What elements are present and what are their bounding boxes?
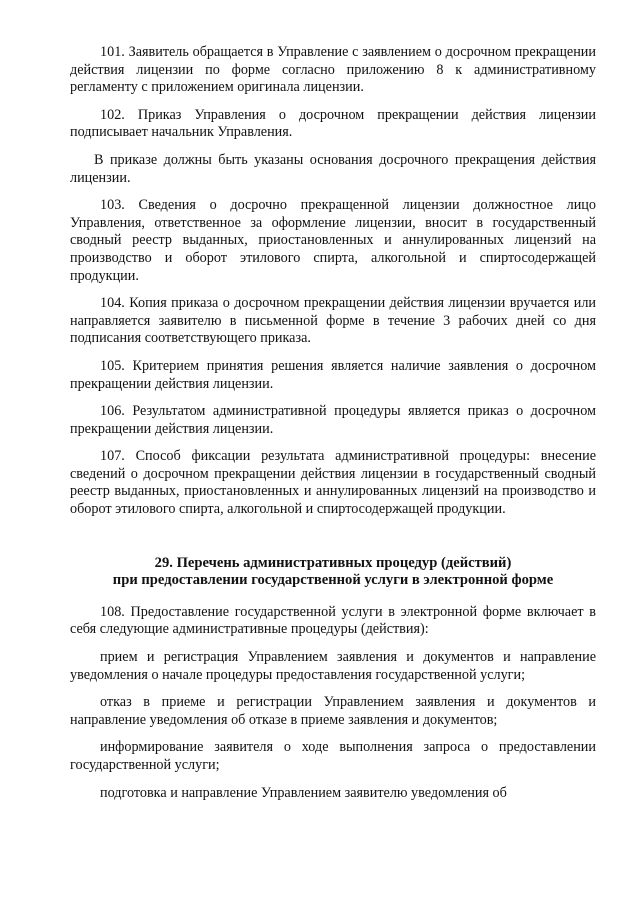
paragraph-102: 102. Приказ Управления о досрочном прекращении действия лицензии подписывает начальник Управления. [70,106,596,141]
paragraph-106: 106. Результатом административной процедуры является приказ о досрочном прекращении действия лицензии. [70,403,596,437]
paragraph-104: 104. Копия приказа о досрочном прекращении действия лицензии вручается или направляется заявителю в письменной форме в течение 3 рабочих дней со дня подписания соответствующего приказа. [70,295,596,347]
list-item-informing: информирование заявителя о ходе выполнения запроса о предоставлении государственной услуги; [70,739,596,773]
list-item-reception: прием и регистрация Управлением заявления и документов и направление уведомления о начале процедуры предоставления государственной услуги; [70,649,596,683]
paragraph-108: 108. Предоставление государственной услуги в электронной форме включает в себя следующие административные процедуры (действия): [70,603,596,638]
list-item-refusal: отказ в приеме и регистрации Управлением заявления и документов и направление уведомления об отказе в приеме заявления и документов; [70,694,596,728]
paragraph-105: 105. Критерием принятия решения является наличие заявления о досрочном прекращении действия лицензии. [70,357,596,392]
section-heading-line1: 29. Перечень административных процедур (действий) [154,554,512,571]
document-page [70,44,596,812]
paragraph-107: 107. Способ фиксации результата административной процедуры: внесение сведений о досрочном прекращении действия лицензии в государственный сводный реестр выданных, приостановленных и аннулированных лицензий на производство и оборот этилового спирта, алкогольной и спиртосодержащей продукции. [70,448,596,518]
paragraph-103: 103. Сведения о досрочно прекращенной лицензии должностное лицо Управления, ответственное за оформление лицензии, вносит в государственный сводный реестр выданных, приостановленных и аннулированных лицензий на производство и оборот этилового спирта, алкогольной и спиртосодержащей продукции. [70,197,596,284]
paragraph-order-grounds: В приказе должны быть указаны основания досрочного прекращения действия лицензии. [70,151,596,186]
section-heading [70,555,596,590]
list-item-preparation: подготовка и направление Управлением заявителю уведомления об [100,784,507,801]
section-heading-line2: при предоставлении государственной услуги в электронной форме [112,572,554,589]
paragraph-101: 101. Заявитель обращается в Управление с заявлением о досрочном прекращении действия лицензии по форме согласно приложению 8 к административному регламенту с приложением оригинала лицензии. [70,44,596,96]
